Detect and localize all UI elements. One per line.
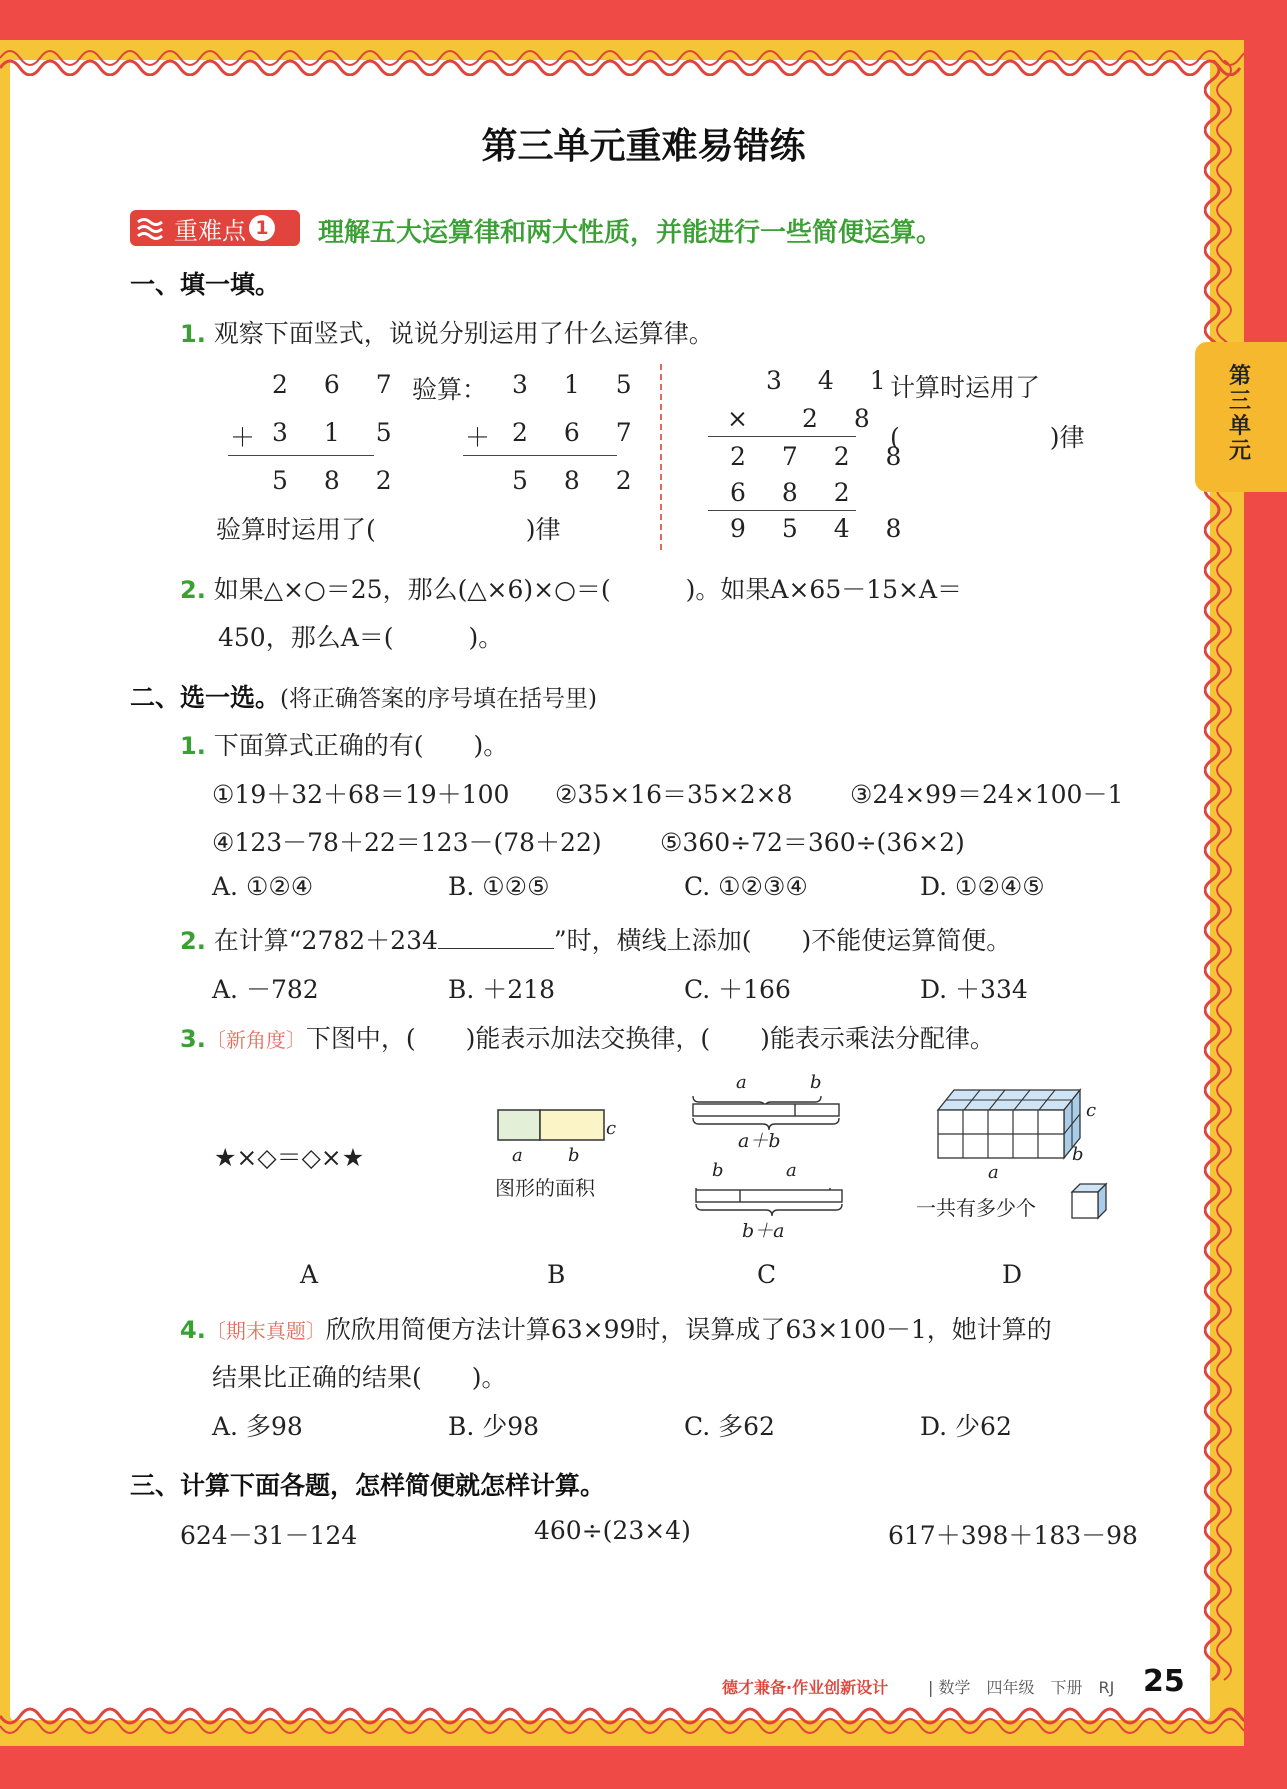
calcB-op: ＋: [465, 423, 491, 452]
s3-problem-2: 460÷(23×4): [534, 1516, 691, 1545]
s2-q2-option-b: B. ＋218: [448, 975, 555, 1004]
footer-brand: 德才兼备·作业创新设计: [722, 1678, 889, 1697]
section2-heading: 二、选一选。(将正确答案的序号填在括号里): [130, 683, 597, 712]
calcB-rule: [463, 455, 617, 456]
fig-label-c: C: [757, 1260, 777, 1289]
s2-q1-option-b: B. ①②⑤: [448, 872, 550, 901]
s2-q1-item-1: ①19＋32＋68＝19＋100: [212, 780, 510, 809]
question-number: 1.: [180, 320, 206, 348]
s3-problem-1: 624－31－124: [180, 1521, 358, 1550]
key-point-text: 理解五大运算律和两大性质，并能进行一些简便运算。: [318, 218, 943, 248]
s2-q4-option-d: D. 少62: [920, 1412, 1012, 1441]
s2-q4: [180, 1310, 1052, 1346]
s2-q4-option-a: A. 多98: [212, 1412, 303, 1441]
question-text: 下图中，( )能表示加法交换律，( )能表示乘法分配律。: [305, 1024, 995, 1053]
s1-q2-line2: 450，那么A＝( )。: [218, 623, 504, 652]
calcA-row1: 2 6 7: [272, 370, 406, 399]
check-label: 验算：: [412, 375, 488, 404]
calcC-partial1: 2 7 2 8: [730, 442, 916, 471]
question-text: 下面算式正确的有( )。: [213, 731, 509, 760]
calc-caption-right-2: ( )律: [890, 423, 1085, 452]
s1-q2: [180, 570, 962, 606]
figB-c: c: [606, 1118, 617, 1139]
question-text: 观察下面竖式，说说分别运用了什么运算律。: [213, 319, 714, 348]
question-text-before: 在计算“2782＋234: [213, 926, 438, 955]
figB-a: a: [512, 1145, 523, 1166]
calcB-row1: 3 1 5: [512, 370, 646, 399]
figD-a: a: [988, 1162, 999, 1183]
calcA-row2: 3 1 5: [272, 418, 406, 447]
figC-top-sum: a＋b: [738, 1130, 781, 1152]
question-text: 如果△×○＝25，那么(△×6)×○＝( )。如果A×65－15×A＝: [213, 575, 963, 604]
question-number: 2.: [180, 927, 206, 955]
s2-q3: [180, 1019, 995, 1055]
blank-line: [438, 928, 554, 949]
figD-b: b: [1072, 1144, 1084, 1165]
page-title: 第三单元重难易错练: [481, 126, 806, 167]
figB-b: b: [568, 1145, 580, 1166]
footer-subject: | 数学 四年级 下册 RJ: [928, 1678, 1115, 1697]
s2-q1-item-3: ③24×99＝24×100－1: [850, 780, 1124, 809]
section3-heading: 三、计算下面各题，怎样简便就怎样计算。: [130, 1471, 606, 1500]
s2-q1-item-5: ⑤360÷72＝360÷(36×2): [660, 828, 965, 857]
s2-q1-option-d: D. ①②④⑤: [920, 872, 1045, 901]
fig-label-a: A: [300, 1260, 319, 1289]
s2-q1-item-4: ④123－78＋22＝123－(78＋22): [212, 828, 602, 857]
badge-label: 重难点: [174, 216, 246, 245]
question-tag: 〔期末真题〕: [205, 1319, 326, 1343]
figC-bottom-sum: b＋a: [742, 1220, 785, 1242]
calcA-result: 5 8 2: [272, 466, 406, 495]
calcC-rule1: [708, 436, 856, 437]
key-point-badge: [130, 210, 300, 246]
section1-heading: 一、填一填。: [130, 270, 281, 299]
s2-q2-option-d: D. ＋334: [920, 975, 1028, 1004]
question-number: 1.: [180, 732, 206, 760]
calcC-partial2: 6 8 2: [730, 478, 864, 507]
dashed-divider: [660, 364, 662, 550]
s2-q1-option-a: A. ①②④: [212, 872, 314, 901]
s2-q1: [180, 726, 508, 762]
figC-top-b: b: [810, 1072, 822, 1093]
wavy-border-bottom: [0, 1706, 1244, 1742]
question-number: 2.: [180, 576, 206, 604]
calcA-rule: [228, 455, 374, 456]
calc-caption-left: 验算时运用了( )律: [216, 515, 561, 544]
question-number: 4.: [180, 1316, 206, 1344]
calcC-op: ×: [727, 404, 748, 433]
wave-lines-icon: [130, 210, 174, 246]
figC-top-a: a: [736, 1072, 747, 1093]
calcC-row1: 3 4 1: [766, 366, 900, 395]
fig-label-d: D: [1002, 1260, 1023, 1289]
s2-q2-option-c: C. ＋166: [684, 975, 791, 1004]
page-number: 25: [1143, 1664, 1185, 1699]
s2-q4-option-c: C. 多62: [684, 1412, 775, 1441]
side-tab: 第三单元: [1195, 342, 1287, 492]
wavy-border-top: [0, 40, 1244, 76]
figB-caption: 图形的面积: [495, 1176, 595, 1200]
fig-label-b: B: [547, 1260, 566, 1289]
s2-q2: [180, 921, 1011, 957]
figA-expression: ★×◇＝◇×★: [214, 1143, 365, 1172]
figC-bottom-b: b: [712, 1160, 724, 1181]
s2-q4-option-b: B. 少98: [448, 1412, 540, 1441]
section2-note: (将正确答案的序号填在括号里): [280, 686, 597, 712]
figD-c: c: [1086, 1100, 1097, 1121]
wavy-border-right: [1204, 60, 1240, 1720]
calcC-rule2: [708, 510, 856, 511]
s3-problem-3: 617＋398＋183－98: [888, 1521, 1138, 1550]
s2-q1-item-2: ②35×16＝35×2×8: [555, 780, 793, 809]
s2-q4-line2: 结果比正确的结果( )。: [212, 1363, 507, 1392]
badge-number: 1: [249, 215, 275, 241]
question-text-after: ”时，横线上添加( )不能使运算简便。: [553, 926, 1012, 955]
calc-caption-right-1: 计算时运用了: [890, 373, 1041, 402]
cube-icon: [1070, 1182, 1110, 1222]
figC-bottom-a: a: [786, 1160, 797, 1181]
question-tag: 〔新角度〕: [205, 1028, 306, 1052]
calcA-op: ＋: [230, 423, 256, 452]
calcB-result: 5 8 2: [512, 466, 646, 495]
s2-q1-option-c: C. ①②③④: [684, 872, 808, 901]
question-number: 3.: [180, 1025, 206, 1053]
question-text: 欣欣用简便方法计算63×99时，误算成了63×100－1，她计算的: [325, 1315, 1052, 1344]
calcB-row2: 2 6 7: [512, 418, 646, 447]
s1-q1: [180, 314, 714, 350]
s2-q2-option-a: A. －782: [212, 975, 319, 1004]
calcC-row2: 2 8: [802, 404, 884, 433]
figD-caption: 一共有多少个: [916, 1196, 1036, 1220]
calcC-result: 9 5 4 8: [730, 514, 916, 543]
